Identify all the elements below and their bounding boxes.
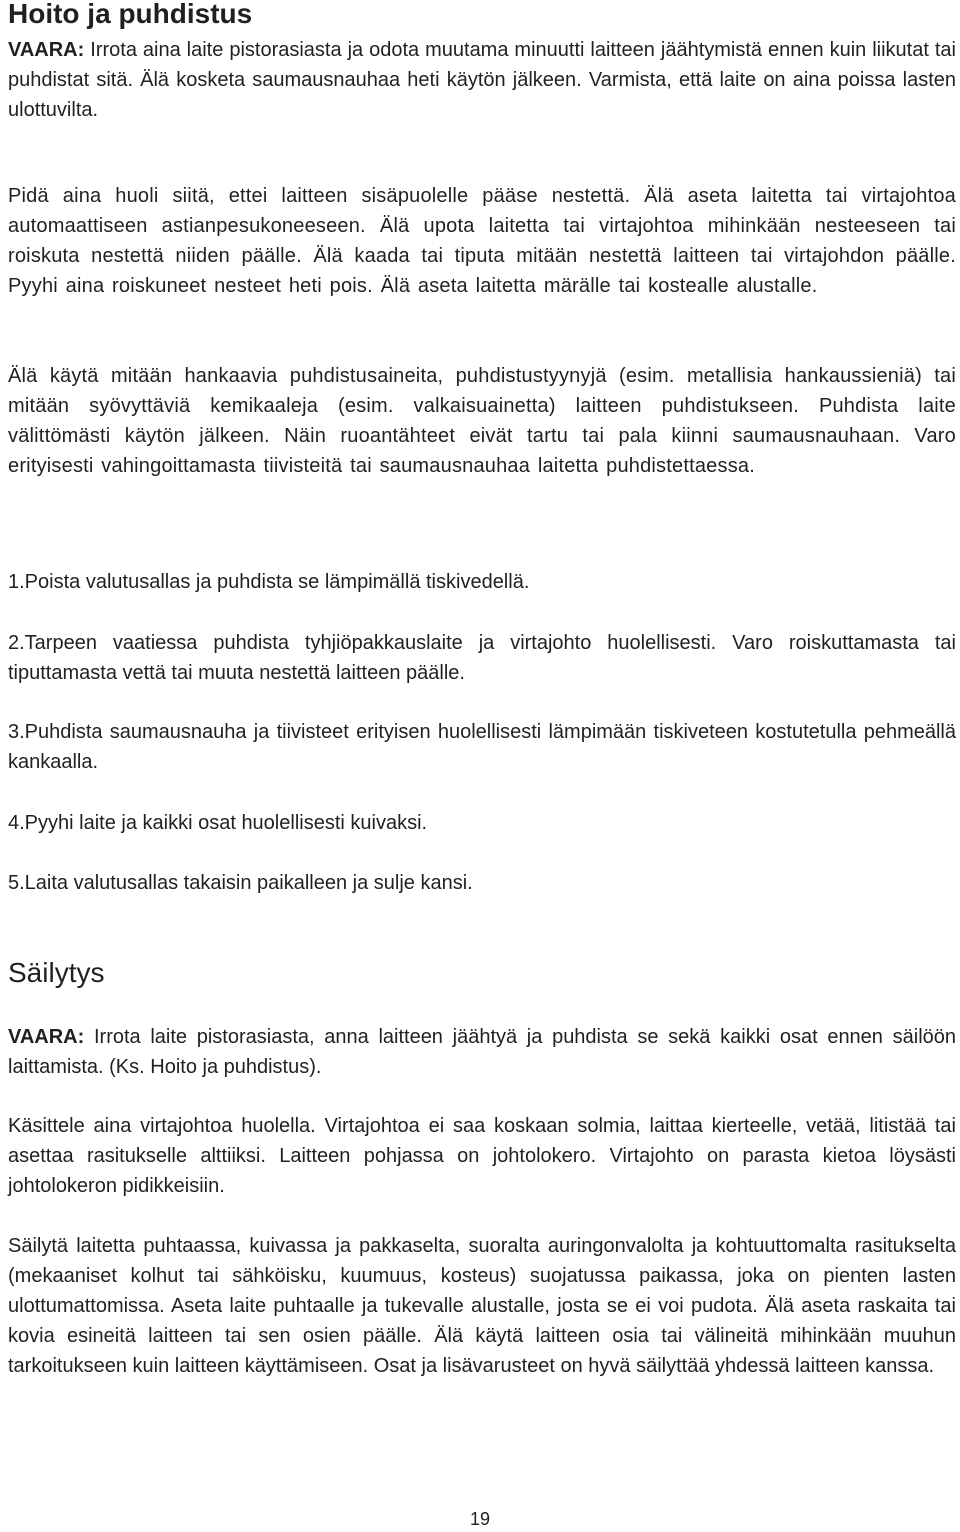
storage-warning	[8, 1022, 956, 1082]
section-title-storage: Säilytys	[8, 957, 105, 988]
page-number: 19	[469, 1509, 491, 1529]
storage-warning-label: VAARA:	[8, 1026, 85, 1048]
storage-paragraph-cord: Käsittele aina virtajohtoa huolella. Virtajohtoa ei saa koskaan solmia, laittaa kierteelle, vetää, litistää tai asettaa rasitukselle alttiiksi. Laitteen pohjassa on johtolokero. Virtajohto on parasta kietoa löysästi johtolokeron pidikkeisiin.	[8, 1115, 956, 1197]
care-warning-text: Irrota aina laite pistorasiasta ja odota muutama minuutti laitteen jäähtymistä ennen kuin liikutat tai puhdistat sitä. Älä kosketa saumausnauhaa heti käytön jälkeen. Varmista, että laite on aina poissa lasten ulottuvilta.	[8, 39, 956, 121]
care-warning-label: VAARA:	[8, 39, 85, 61]
storage-warning-text: Irrota laite pistorasiasta, anna laitteen jäähtyä ja puhdista se sekä kaikki osat ennen säilöön laittamista. (Ks. Hoito ja puhdistus).	[8, 1026, 956, 1078]
care-step-4: 4.Pyyhi laite ja kaikki osat huolellisesti kuivaksi.	[8, 812, 428, 834]
care-step-2: 2.Tarpeen vaatiessa puhdista tyhjiöpakkauslaite ja virtajohto huolellisesti. Varo roiskuttamasta tai tiputtamasta vettä tai muuta nestettä laitteen päälle.	[8, 632, 956, 684]
care-paragraph-cleaners: Älä käytä mitään hankaavia puhdistusaineita, puhdistustyynyjä (esim. metallisia hankaussieniä) tai mitään syövyttäviä kemikaaleja (esim. valkaisuainetta) laitteen puhdistukseen. Puhdista laite välittömästi käytön jälkeen. Näin ruoantähteet eivät tartu tai pala kiinni saumausnauhaan. Varo erityisesti vahingoittamasta tiivisteitä tai saumausnauhaa laitetta puhdistettaessa.	[8, 365, 956, 477]
care-warning	[8, 35, 956, 125]
care-step-3: 3.Puhdista saumausnauha ja tiivisteet erityisen huolellisesti lämpimään tiskiveteen kostutetulla pehmeällä kankaalla.	[8, 721, 956, 773]
care-paragraph-liquids: Pidä aina huoli siitä, ettei laitteen sisäpuolelle pääse nestettä. Älä aseta laitetta tai virtajohtoa automaattiseen astianpesukoneeseen. Älä upota laitetta tai virtajohtoa mihinkään nesteeseen tai roiskuta nestettä niiden päälle. Älä kaada tai tiputa mitään nestettä laitteen tai virtajohdon päälle. Pyyhi aina roiskuneet nesteet heti pois. Älä aseta laitetta märälle tai kostealle alustalle.	[8, 185, 956, 297]
care-step-1: 1.Poista valutusallas ja puhdista se lämpimällä tiskivedellä.	[8, 571, 530, 593]
section-title-care: Hoito ja puhdistus	[8, 0, 253, 29]
storage-paragraph-place: Säilytä laitetta puhtaassa, kuivassa ja pakkaselta, suoralta auringonvalolta ja kohtuuttomalta rasitukselta (mekaaniset kolhut tai sähköisku, kuumuus, kosteus) suojatussa paikassa, joka on pienten lasten ulottumattomissa. Aseta laite puhtaalle ja tukevalle alustalle, josta se ei voi pudota. Älä aseta raskaita tai kovia esineitä laitteen tai sen osien päälle. Älä käytä laitteen osia tai välineitä mihinkään muuhun tarkoitukseen kuin laitteen käyttämiseen. Osat ja lisävarusteet on hyvä säilyttää yhdessä laitteen kanssa.	[8, 1235, 956, 1377]
care-step-5: 5.Laita valutusallas takaisin paikalleen ja sulje kansi.	[8, 872, 473, 894]
